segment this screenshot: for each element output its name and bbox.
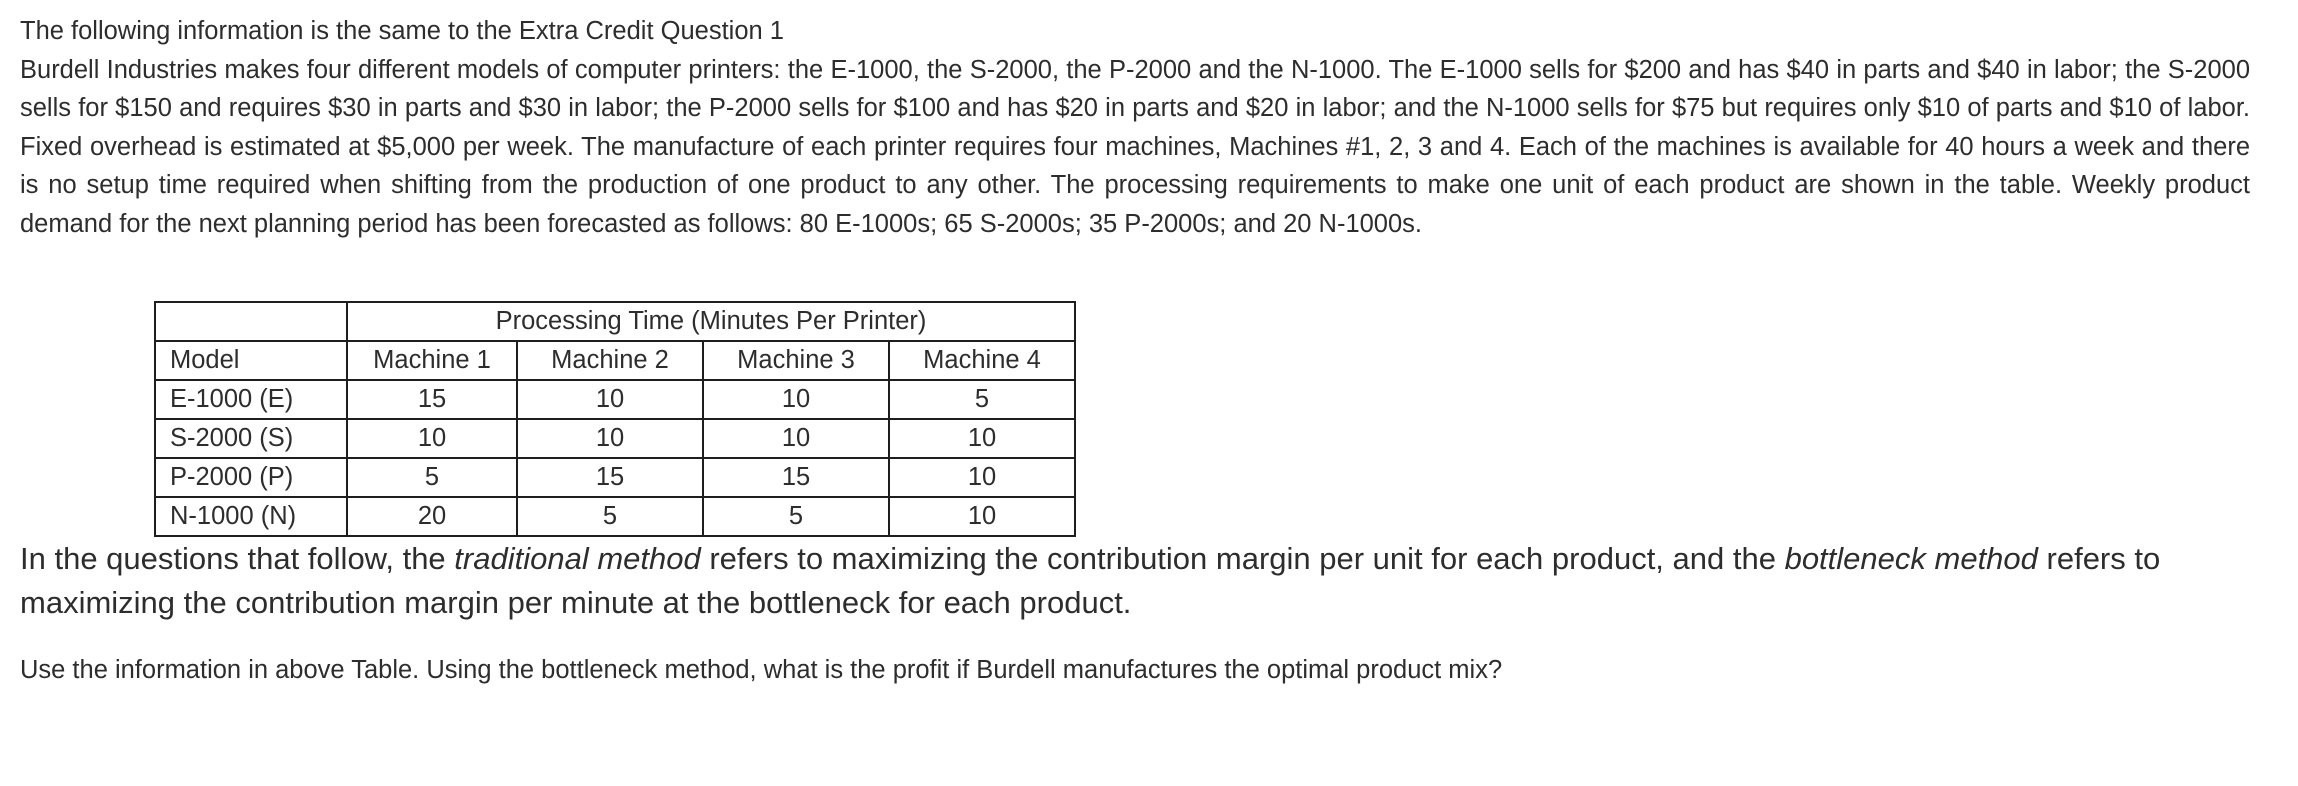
time-cell: 10 bbox=[703, 380, 889, 419]
problem-description: Burdell Industries makes four different models of computer printers: the E-1000, the S-2000, the P-2000 and the N-1000. The E-1000 sells for $200 and has $40 in parts and $40 in labor; the S-2000 sells for $150 and requires $30 in parts and $30 in labor; the P-2000 sells for $100 and has $20 in parts and $20 in labor; and the N-1000 sells for $75 but requires only $10 of parts and $10 of labor. Fixed overhead is estimated at $5,000 per week. The manufacture of each printer requires four machines, Machines #1, 2, 3 and 4. Each of the machines is available for 40 hours a week and there is no setup time required when shifting from the production of one product to any other. The processing requirements to make one unit of each product are shown in the table. Weekly product demand for the next planning period has been forecasted as follows: 80 E-1000s; 65 S-2000s; 35 P-2000s; and 20 N-1000s. bbox=[20, 55, 2250, 238]
table-row bbox=[155, 497, 1075, 536]
column-header-machine-2: Machine 2 bbox=[517, 341, 703, 380]
column-header-machine-3: Machine 3 bbox=[703, 341, 889, 380]
method-text: refers to maximizing the contribution margin per unit for each product, and the bbox=[700, 541, 1785, 576]
table-group-header-row bbox=[155, 302, 1075, 341]
time-cell: 5 bbox=[889, 380, 1075, 419]
column-header-machine-1: Machine 1 bbox=[347, 341, 517, 380]
time-cell: 20 bbox=[347, 497, 517, 536]
column-header-model: Model bbox=[155, 341, 347, 380]
intro-heading: The following information is the same to the Extra Credit Question 1 bbox=[20, 17, 784, 45]
time-cell: 5 bbox=[517, 497, 703, 536]
time-cell: 5 bbox=[347, 458, 517, 497]
question-page bbox=[20, 12, 2250, 689]
traditional-method-term: traditional method bbox=[454, 541, 701, 576]
column-header-machine-4: Machine 4 bbox=[889, 341, 1075, 380]
method-text: refers to maximizing the contribution margin per minute at the bottleneck for each product. bbox=[20, 541, 2161, 620]
time-cell: 10 bbox=[889, 458, 1075, 497]
processing-time-table-wrapper bbox=[154, 301, 2250, 537]
method-text: In the questions that follow, the bbox=[20, 541, 455, 576]
table-group-header: Processing Time (Minutes Per Printer) bbox=[347, 302, 1075, 341]
time-cell: 15 bbox=[347, 380, 517, 419]
table-column-header-row bbox=[155, 341, 1075, 380]
table-row bbox=[155, 458, 1075, 497]
bottleneck-method-term: bottleneck method bbox=[1784, 541, 2038, 576]
time-cell: 10 bbox=[517, 419, 703, 458]
time-cell: 15 bbox=[517, 458, 703, 497]
time-cell: 10 bbox=[889, 497, 1075, 536]
table-row bbox=[155, 419, 1075, 458]
table-blank-corner-cell bbox=[155, 302, 347, 341]
model-cell: N-1000 (N) bbox=[155, 497, 347, 536]
model-cell: S-2000 (S) bbox=[155, 419, 347, 458]
method-definitions bbox=[20, 537, 2250, 625]
time-cell: 10 bbox=[517, 380, 703, 419]
time-cell: 10 bbox=[889, 419, 1075, 458]
question-text: Use the information in above Table. Using the bottleneck method, what is the profit if Burdell manufactures the optimal product mix? bbox=[20, 656, 1503, 684]
time-cell: 15 bbox=[703, 458, 889, 497]
model-cell: P-2000 (P) bbox=[155, 458, 347, 497]
time-cell: 10 bbox=[703, 419, 889, 458]
table-row bbox=[155, 380, 1075, 419]
time-cell: 10 bbox=[347, 419, 517, 458]
processing-time-table bbox=[154, 301, 1076, 537]
model-cell: E-1000 (E) bbox=[155, 380, 347, 419]
time-cell: 5 bbox=[703, 497, 889, 536]
